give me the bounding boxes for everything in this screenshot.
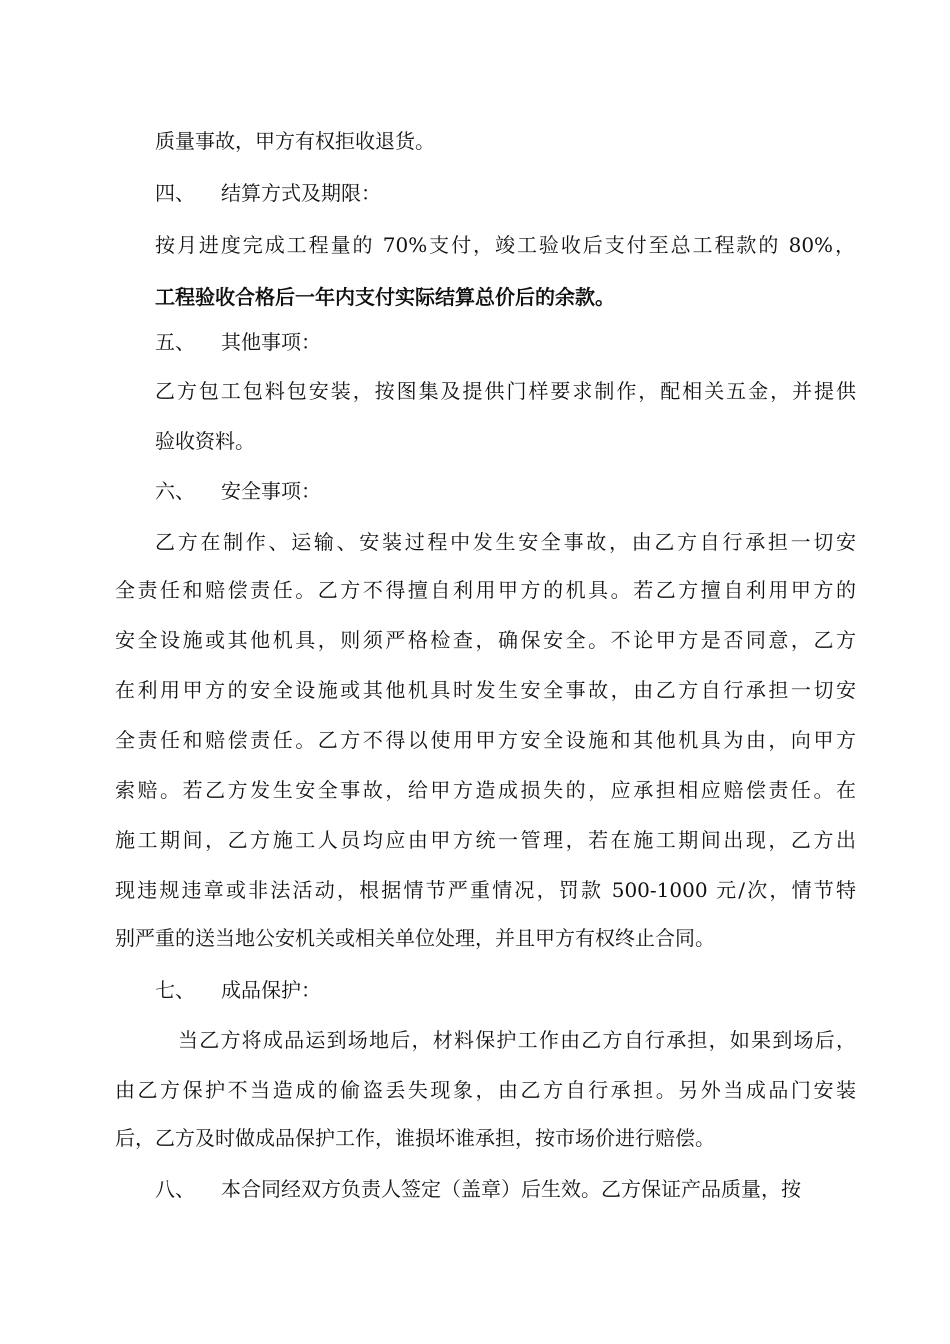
heading-number: 六、 [155, 479, 195, 503]
paragraph-line: 现违规违章或非法活动，根据情节严重情况，罚款 500-1000 元/次，情节特 [115, 878, 856, 902]
heading-number: 五、 [155, 330, 195, 354]
paragraph-line: 安全设施或其他机具，则须严格检查，确保安全。不论甲方是否同意，乙方 [115, 628, 856, 652]
paragraph-line: 当乙方将成品运到场地后，材料保护工作由乙方自行承担，如果到场后， [178, 1028, 856, 1052]
heading-text: 其他事项： [221, 330, 321, 354]
paragraph-line-bold: 工程验收合格后一年内支付实际结算总价后的余款。 [155, 285, 615, 309]
heading-number: 七、 [155, 978, 195, 1002]
paragraph-line: 质量事故，甲方有权拒收退货。 [155, 129, 435, 153]
paragraph-line: 乙方在制作、运输、安装过程中发生安全事故，由乙方自行承担一切安 [155, 530, 856, 554]
paragraph-line: 在利用甲方的安全设施或其他机具时发生安全事故，由乙方自行承担一切安 [115, 678, 856, 702]
paragraph-line: 施工期间，乙方施工人员均应由甲方统一管理，若在施工期间出现，乙方出 [115, 828, 856, 852]
section-heading-7 [155, 977, 321, 1003]
section-heading-6 [155, 478, 321, 504]
heading-text: 本合同经双方负责人签定（盖章）后生效。乙方保证产品质量，按 [221, 1177, 801, 1201]
heading-text: 成品保护： [221, 978, 321, 1002]
heading-number: 四、 [155, 181, 195, 205]
section-heading-4 [155, 180, 381, 206]
paragraph-line: 别严重的送当地公安机关或相关单位处理，并且甲方有权终止合同。 [115, 926, 715, 950]
section-heading-5 [155, 329, 321, 355]
heading-text: 结算方式及期限： [221, 181, 381, 205]
heading-number: 八、 [155, 1177, 195, 1201]
paragraph-line: 验收资料。 [155, 429, 255, 453]
heading-text: 安全事项： [221, 479, 321, 503]
paragraph-line: 全责任和赔偿责任。乙方不得以使用甲方安全设施和其他机具为由，向甲方 [115, 728, 856, 752]
paragraph-line: 后，乙方及时做成品保护工作，谁损坏谁承担，按市场价进行赔偿。 [115, 1126, 715, 1150]
paragraph-line: 乙方包工包料包安装，按图集及提供门样要求制作，配相关五金，并提供 [155, 379, 856, 403]
paragraph-line: 由乙方保护不当造成的偷盗丢失现象，由乙方自行承担。另外当成品门安装 [115, 1078, 856, 1102]
paragraph-line: 索赔。若乙方发生安全事故，给甲方造成损失的，应承担相应赔偿责任。在 [115, 778, 856, 802]
section-heading-8 [155, 1176, 856, 1202]
paragraph-line: 全责任和赔偿责任。乙方不得擅自利用甲方的机具。若乙方擅自利用甲方的 [115, 578, 856, 602]
paragraph-line: 按月进度完成工程量的 70%支付，竣工验收后支付至总工程款的 80%， [155, 233, 855, 257]
